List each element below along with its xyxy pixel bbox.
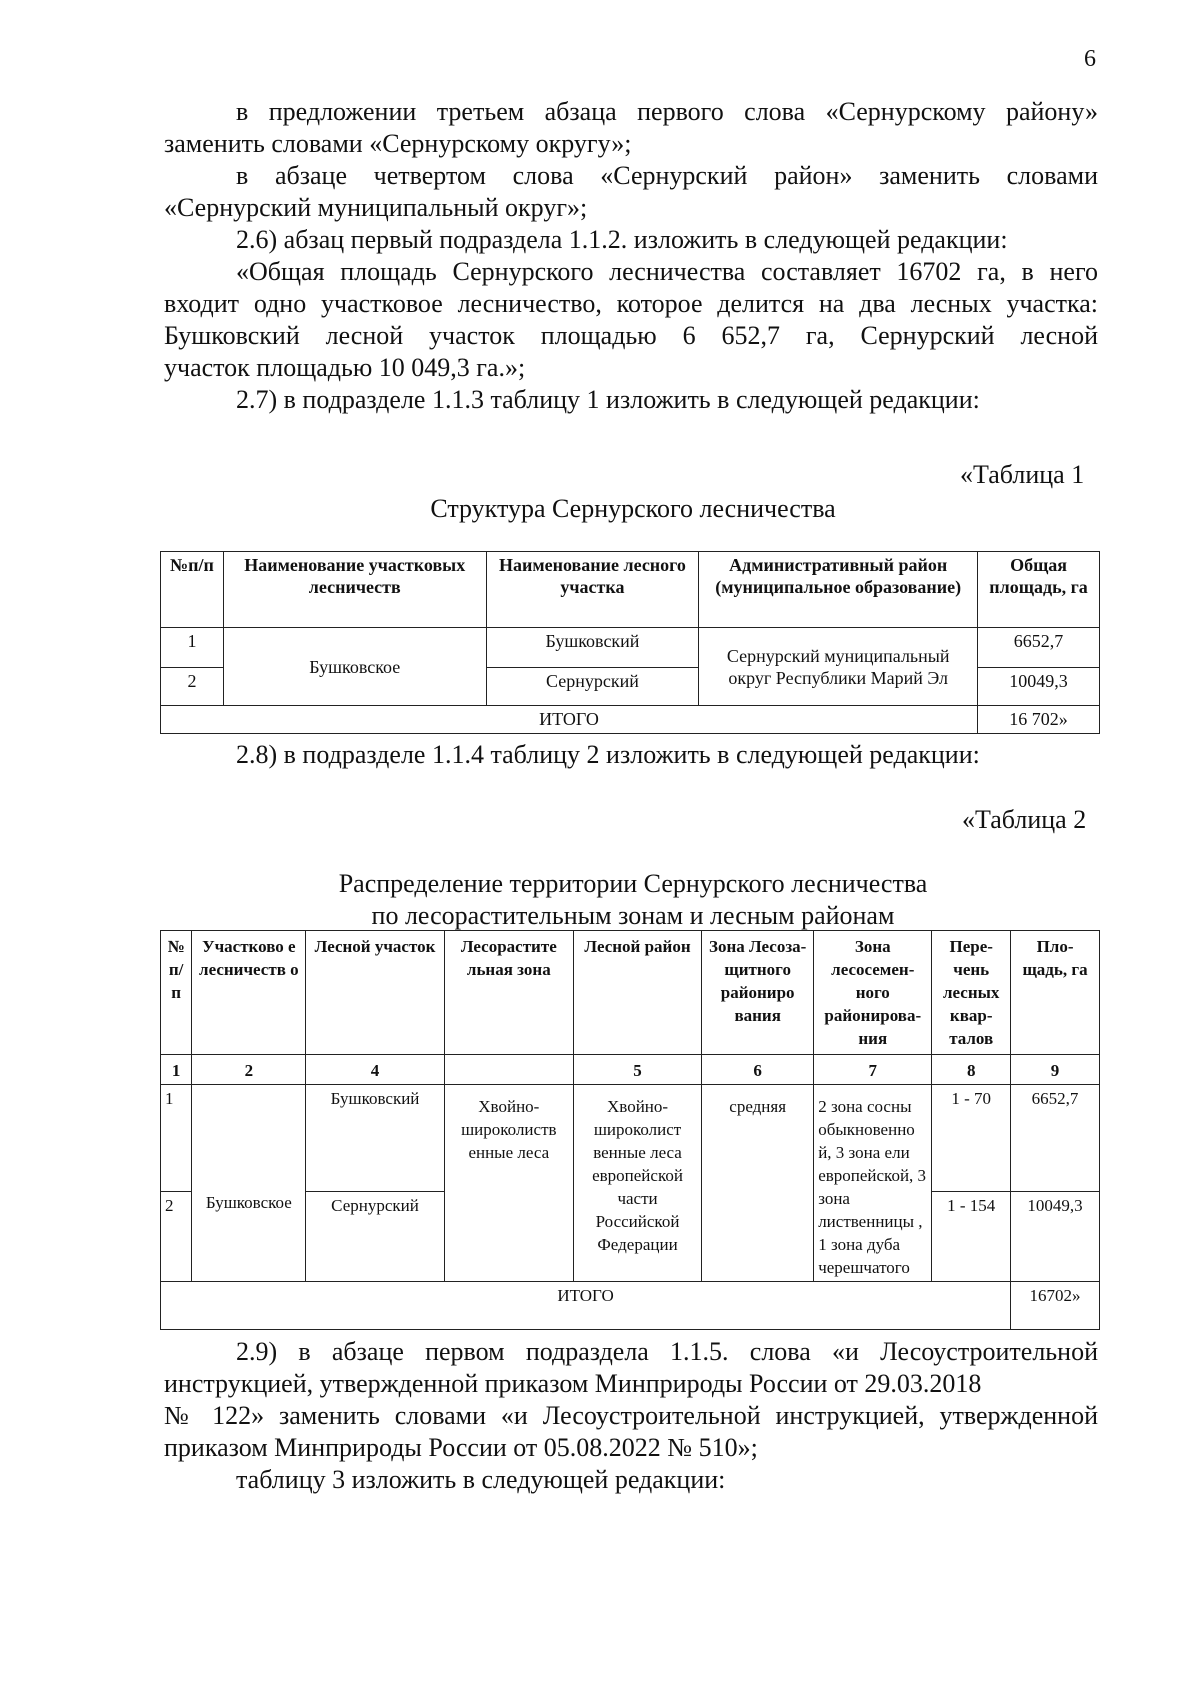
table2-header: Лесной район [573,931,701,1055]
table1-cell: Сернурский [486,668,699,706]
paragraph-line: «Общая площадь Сернурского лесничества составляет 16702 га, в него [236,257,1098,286]
table2-header: Лесной участок [306,931,444,1055]
table2-header: Лесорастите льная зона [444,931,573,1055]
table1-header: Наименование лесного участка [486,552,699,628]
table1-cell: 10049,3 [978,668,1100,706]
table2-cell: ИТОГО [161,1282,1011,1330]
table2-cell: Бушковский [306,1085,444,1192]
table1-header: Наименование участковых лесничеств [223,552,486,628]
paragraph-line: «Сернурский муниципальный округ»; [164,193,588,222]
table2-colnum [444,1055,573,1085]
paragraph-line: 2.6) абзац первый подраздела 1.1.2. изложить в следующей редакции: [236,225,1008,254]
table-row [161,628,1100,668]
table2-cell: Сернурский [306,1192,444,1282]
paragraph-line: 2.9) в абзаце первом подраздела 1.1.5. слова «и Лесоустроительной [236,1337,1098,1366]
table1 [160,551,1100,734]
table2-cell: Хвойно- широколист венные леса европейской части Российской Федерации [573,1085,701,1282]
table2-header: Зона Лесоза- щитного райониро вания [702,931,814,1055]
paragraph-line: участок площадью 10 049,3 га.»; [164,353,526,382]
table2-colnum: 5 [573,1055,701,1085]
page-number: 6 [1084,46,1096,72]
table2-colnum: 9 [1011,1055,1100,1085]
table1-cell: Сернурский муниципальный округ Республики Марий Эл [699,628,978,706]
paragraph-line: таблицу 3 изложить в следующей редакции: [236,1465,726,1494]
table1-cell: 2 [161,668,224,706]
table2-cell: 2 зона сосны обыкновенно й, 3 зона ели европейской, 3 зона лиственницы , 1 зона дуба черешчатого [814,1085,932,1282]
table1-cell: ИТОГО [161,706,978,734]
paragraph-line: заменить словами «Сернурскому округу»; [164,129,632,158]
paragraph-line: 2.8) в подразделе 1.1.4 таблицу 2 изложить в следующей редакции: [236,740,980,769]
table2-colnum: 1 [161,1055,192,1085]
table1-cell: Бушковское [223,628,486,706]
table1-cell: 1 [161,628,224,668]
table2-header: Участково е лесничеств о [192,931,306,1055]
table2-cell: Хвойно- широколиств енные леса [444,1085,573,1282]
paragraph-line: в предложении третьем абзаца первого слова «Сернурскому району» [236,97,1098,126]
table2-colnum: 4 [306,1055,444,1085]
top-text-block [164,96,1098,416]
table2-cell: 6652,7 [1011,1085,1100,1192]
table2-cell: Бушковское [192,1085,306,1282]
table2-header: Пере- чень лесных квар- талов [932,931,1011,1055]
table1-label: «Таблица 1 [960,460,1085,489]
table2-cell: 1 [161,1085,192,1192]
table2-subtitle: по лесорастительным зонам и лесным районам [371,901,895,930]
table1-title: Структура Сернурского лесничества [430,494,836,523]
table2-total-row [161,1282,1100,1330]
paragraph-line: приказом Минприроды России от 05.08.2022 № 510»; [164,1433,758,1462]
table2-cell: средняя [702,1085,814,1282]
table2-cell: 10049,3 [1011,1192,1100,1282]
table2-colnum: 8 [932,1055,1011,1085]
paragraph-line: Бушковский лесной участок площадью 6 652,7 га, Сернурский лесной [164,321,1098,350]
table2 [160,930,1100,1330]
table1-cell: 16 702» [978,706,1100,734]
paragraph-line: в абзаце четвертом слова «Сернурский район» заменить словами [236,161,1098,190]
table1-cell: Бушковский [486,628,699,668]
paragraph-line: инструкцией, утвержденной приказом Минприроды России от 29.03.2018 [164,1369,982,1398]
table2-title: Распределение территории Сернурского лесничества [338,869,928,898]
table1-header: Общая площадь, га [978,552,1100,628]
table2-cell: 1 - 70 [932,1085,1011,1192]
paragraph-line: № 122» заменить словами «и Лесоустроительной инструкцией, утвержденной [164,1401,1098,1430]
table2-header: № п/ п [161,931,192,1055]
table-row [161,1085,1100,1192]
table2-header: Зона лесосемен- ного районирова- ния [814,931,932,1055]
table2-label: «Таблица 2 [962,805,1087,834]
table1-header: Административный район (муниципальное образование) [699,552,978,628]
table2-column-numbers [161,1055,1100,1085]
paragraph-line: 2.7) в подразделе 1.1.3 таблицу 1 изложить в следующей редакции: [236,385,980,414]
table2-colnum: 7 [814,1055,932,1085]
table2-colnum: 6 [702,1055,814,1085]
table2-cell: 1 - 154 [932,1192,1011,1282]
table2-cell: 2 [161,1192,192,1282]
table2-header: Пло- щадь, га [1011,931,1100,1055]
table1-header: №п/п [161,552,224,628]
table2-header-row [161,931,1100,1055]
table1-total-row [161,706,1100,734]
table2-colnum: 2 [192,1055,306,1085]
table2-cell: 16702» [1011,1282,1100,1330]
paragraph-line: входит одно участковое лесничество, которое делится на два лесных участка: [164,289,1098,318]
table1-header-row [161,552,1100,628]
bottom-text-block [164,1336,1098,1496]
table1-cell: 6652,7 [978,628,1100,668]
